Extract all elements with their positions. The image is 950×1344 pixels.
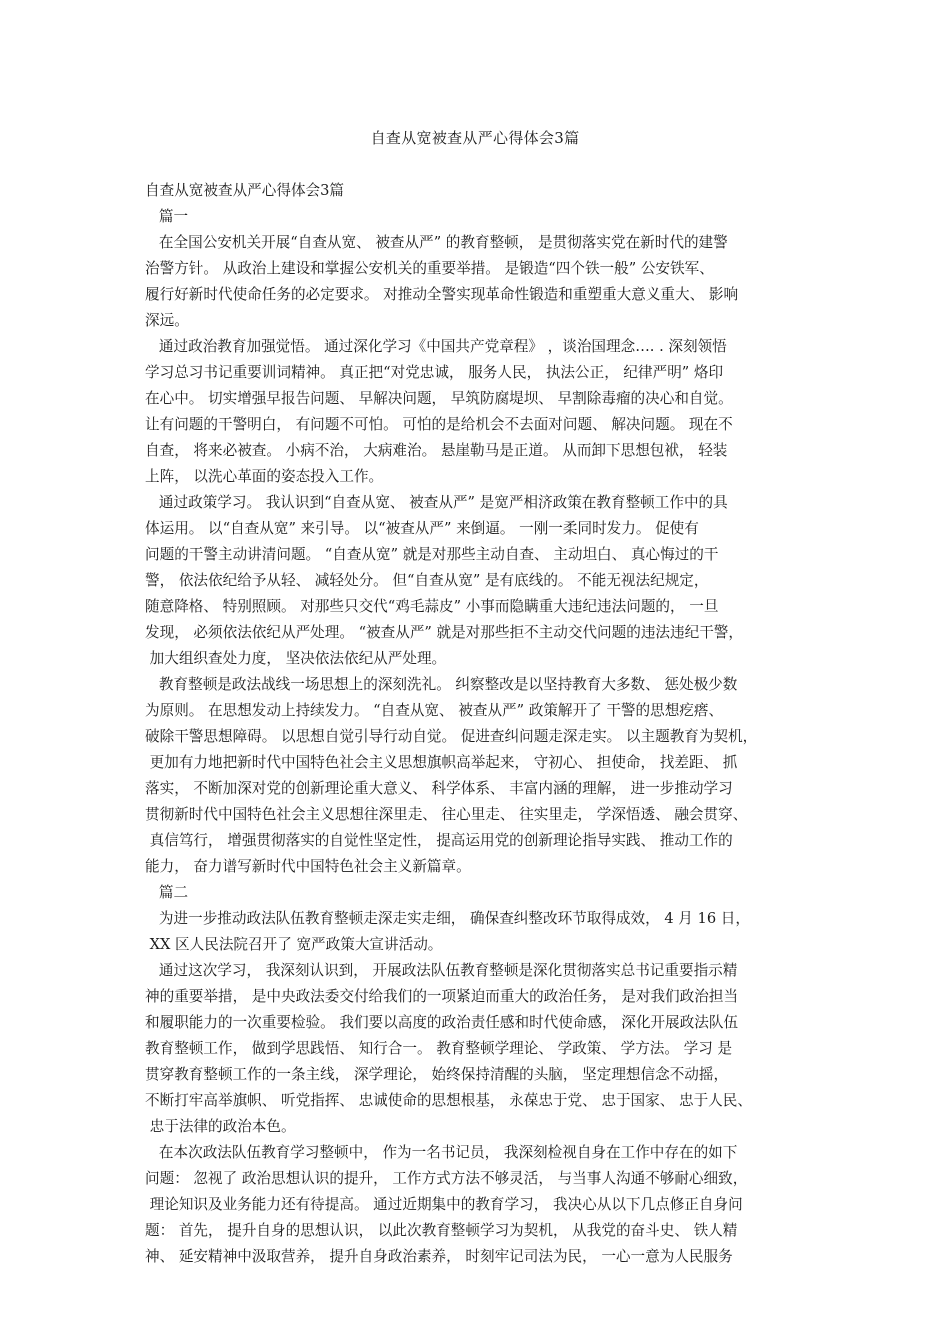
text-line: 落实， 不断加深对党的创新理论重大意义、 科学体系、 丰富内涵的理解， 进一步推动学习 [145,780,733,797]
text-line: 篇一 [145,208,189,225]
text-line: 通过政治教育加强觉悟。 通过深化学习《中国共产党章程》 ，谈治国理念…. . 深刻领悟 [145,338,727,355]
text-line: XX 区人民法院召开了 宽严政策大宣讲活动。 [145,936,443,953]
text-line: 随意降格、 特别照顾。 对那些只交代“鸡毛蒜皮” 小事而隐瞒重大违纪违法问题的， 一旦 [145,598,719,615]
text-line: 和履职能力的一次重要检验。 我们要以高度的政治责任感和时代使命感， 深化开展政法队伍 [145,1014,739,1031]
document-title: 自查从宽被查从严心得体会3篇 [370,129,580,147]
text-line: 治警方针。 从政治上建设和掌握公安机关的重要举措。 是锻造“四个铁一般” 公安铁军、 [145,260,714,277]
text-line: 发现， 必须依法依纪从严处理。 “被查从严” 就是对那些拒不主动交代问题的违法违纪干警， [145,624,743,641]
text-line: 破除干警思想障碍。 以思想自觉引导行动自觉。 促进查纠问题走深走实。 以主题教育为契机， [145,728,758,745]
text-line: 让有问题的干警明白， 有问题不可怕。 可怕的是给机会不去面对问题、 解决问题。 现在不 [145,416,733,433]
text-line: 问题： 忽视了 政治思想认识的提升， 工作方式方法不够灵活， 与当事人沟通不够耐心细致， [145,1170,748,1187]
text-line: 不断打牢高举旗帜、 听党指挥、 忠诚使命的思想根基， 永葆忠于党、 忠于国家、 忠于人民、 [145,1092,752,1109]
text-line: 神的重要举措， 是中央政法委交付给我们的一项紧迫而重大的政治任务， 是对我们政治担当 [145,988,739,1005]
text-line: 为进一步推动政法队伍教育整顿走深走实走细， 确保查纠整改环节取得成效， 4 月 16 日， [145,910,750,927]
text-line: 贯彻新时代中国特色社会主义思想往深里走、 往心里走、 往实里走， 学深悟透、 融会贯穿、 [145,806,748,823]
text-line: 加大组织查处力度， 坚决依法依纪从严处理。 [145,650,447,667]
text-line: 能力， 奋力谱写新时代中国特色社会主义新篇章。 [145,858,471,875]
text-line: 深远。 [145,312,189,329]
text-line: 真信笃行， 增强贯彻落实的自觉性坚定性， 提高运用党的创新理论指导实践、 推动工作的 [145,832,733,849]
text-line: 教育整顿工作， 做到学思践悟、 知行合一。 教育整顿学理论、 学政策、 学方法。 学习 是 [145,1040,733,1057]
text-line: 上阵， 以洗心革面的姿态投入工作。 [145,468,384,485]
text-line: 通过政策学习。 我认识到“自查从宽、 被查从严” 是宽严相济政策在教育整顿工作中的具 [145,494,728,511]
text-line: 教育整顿是政法战线一场思想上的深刻洗礼。 纠察整改是以坚持教育大多数、 惩处极少数 [145,676,738,693]
text-line: 在全国公安机关开展“自查从宽、 被查从严” 的教育整顿， 是贯彻落实党在新时代的建警 [145,234,728,251]
text-line: 忠于法律的政治本色。 [145,1118,296,1135]
text-line: 在心中。 切实增强早报告问题、 早解决问题， 早筑防腐堤坝、 早割除毒瘤的决心和自觉。 [145,390,733,407]
text-line: 自查， 将来必被查。 小病不治， 大病难治。 悬崖勒马是正道。 从而卸下思想包袱， 轻装 [145,442,728,459]
text-line: 为原则。 在思想发动上持续发力。 “自查从宽、 被查从严” 政策解开了 干警的思想疙瘩、 [145,702,724,719]
text-line: 贯穿教育整顿工作的一条主线， 深学理论， 始终保持清醒的头脑， 坚定理想信念不动摇， [145,1066,729,1083]
text-line: 自查从宽被查从严心得体会3篇 [145,182,345,199]
text-line: 学习总习书记重要训词精神。 真正把“对党忠诚， 服务人民， 执法公正， 纪律严明” 烙印 [145,364,724,381]
text-line: 履行好新时代使命任务的必定要求。 对推动全警实现革命性锻造和重塑重大意义重大、 影响 [145,286,739,303]
text-line: 体运用。 以“自查从宽” 来引导。 以“被查从严” 来倒逼。 一刚一柔同时发力。 促使有 [145,520,699,537]
text-line: 警， 依法依纪给予从轻、 减轻处分。 但“自查从宽” 是有底线的。 不能无视法纪规定， [145,572,709,589]
document-body [145,178,825,1270]
text-line: 题： 首先， 提升自身的思想认识， 以此次教育整顿学习为契机， 从我党的奋斗史、 铁人精 [145,1222,738,1239]
text-line: 通过这次学习， 我深刻认识到， 开展政法队伍教育整顿是深化贯彻落实总书记重要指示精 [145,962,738,979]
text-line: 更加有力地把新时代中国特色社会主义思想旗帜高举起来， 守初心、 担使命， 找差距、 抓 [145,754,738,771]
text-line: 篇二 [145,884,189,901]
text-line: 问题的干警主动讲清问题。 “自查从宽” 就是对那些主动自查、 主动坦白、 真心悔过的干 [145,546,719,563]
text-line: 神、 延安精神中汲取营养， 提升自身政治素养， 时刻牢记司法为民， 一心一意为人民服务 [145,1248,733,1265]
text-line: 理论知识及业务能力还有待提高。 通过近期集中的教育学习， 我决心从以下几点修正自身问 [145,1196,743,1213]
text-line: 在本次政法队伍教育学习整顿中， 作为一名书记员， 我深刻检视自身在工作中存在的如下 [145,1144,738,1161]
